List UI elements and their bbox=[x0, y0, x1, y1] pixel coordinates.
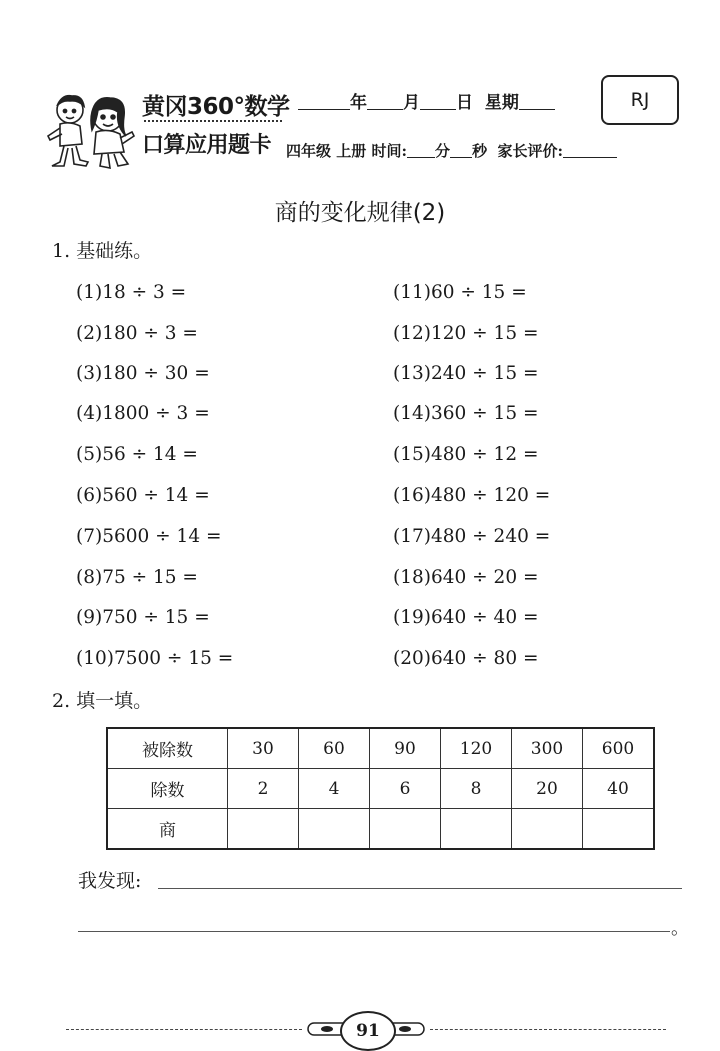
section1-heading: 1. 基础练。 bbox=[52, 240, 153, 262]
brand-divider bbox=[144, 120, 282, 122]
problem-9: (9)750 ÷ 15 = bbox=[76, 607, 210, 628]
table-cell: 4 bbox=[299, 769, 370, 809]
end-period: 。 bbox=[671, 918, 689, 939]
problem-8: (8)75 ÷ 15 = bbox=[76, 567, 198, 588]
discovery-label: 我发现: bbox=[78, 870, 142, 892]
table-cell: 120 bbox=[441, 728, 512, 769]
table-cell: 60 bbox=[299, 728, 370, 769]
problem-13: (13)240 ÷ 15 = bbox=[393, 363, 539, 384]
problem-17: (17)480 ÷ 240 = bbox=[393, 526, 551, 547]
table-row bbox=[107, 769, 654, 809]
problem-4: (4)1800 ÷ 3 = bbox=[76, 403, 210, 424]
problem-10: (10)7500 ÷ 15 = bbox=[76, 648, 234, 669]
row-label-quotient: 商 bbox=[107, 809, 228, 850]
date-fill-line bbox=[298, 88, 555, 113]
problem-7: (7)5600 ÷ 14 = bbox=[76, 526, 222, 547]
problem-20: (20)640 ÷ 80 = bbox=[393, 648, 539, 669]
time-label: 时间: bbox=[371, 142, 408, 160]
minutes-blank[interactable] bbox=[407, 141, 435, 158]
problem-11: (11)60 ÷ 15 = bbox=[393, 282, 527, 303]
page-number: 91 bbox=[340, 1011, 396, 1051]
day-blank[interactable] bbox=[420, 93, 456, 110]
problem-19: (19)640 ÷ 40 = bbox=[393, 607, 539, 628]
term-label: 上册 bbox=[336, 142, 367, 160]
footer-divider-right bbox=[430, 1029, 666, 1030]
problem-5: (5)56 ÷ 14 = bbox=[76, 444, 198, 465]
problem-16: (16)480 ÷ 120 = bbox=[393, 485, 551, 506]
problem-12: (12)120 ÷ 15 = bbox=[393, 323, 539, 344]
quotient-answer-cell[interactable] bbox=[228, 809, 299, 850]
discovery-answer-line-2[interactable] bbox=[78, 931, 670, 932]
problem-3: (3)180 ÷ 30 = bbox=[76, 363, 210, 384]
info-line bbox=[286, 140, 617, 161]
month-label: 月 bbox=[403, 93, 420, 113]
table-row bbox=[107, 728, 654, 769]
problem-1: (1)18 ÷ 3 = bbox=[76, 282, 187, 303]
worksheet-title: 商的变化规律(2) bbox=[274, 200, 446, 226]
parent-eval-label: 家长评价: bbox=[497, 142, 564, 160]
weekday-label: 星期 bbox=[484, 93, 519, 113]
table-cell: 40 bbox=[583, 769, 655, 809]
table-cell: 600 bbox=[583, 728, 655, 769]
table-row bbox=[107, 809, 654, 850]
problem-14: (14)360 ÷ 15 = bbox=[393, 403, 539, 424]
table-cell: 20 bbox=[512, 769, 583, 809]
table-cell: 90 bbox=[370, 728, 441, 769]
section2-heading: 2. 填一填。 bbox=[52, 690, 153, 712]
brand-subtitle: 口算应用题卡 bbox=[142, 133, 272, 158]
cartoon-kids-illustration bbox=[40, 86, 140, 172]
row-label-divisor: 除数 bbox=[107, 769, 228, 809]
year-label: 年 bbox=[350, 93, 367, 113]
second-label: 秒 bbox=[472, 142, 488, 160]
problem-6: (6)560 ÷ 14 = bbox=[76, 485, 210, 506]
footer-divider-left bbox=[66, 1029, 302, 1030]
table-cell: 8 bbox=[441, 769, 512, 809]
quotient-answer-cell[interactable] bbox=[370, 809, 441, 850]
table-cell: 300 bbox=[512, 728, 583, 769]
problem-2: (2)180 ÷ 3 = bbox=[76, 323, 198, 344]
seconds-blank[interactable] bbox=[450, 141, 472, 158]
quotient-answer-cell[interactable] bbox=[512, 809, 583, 850]
problem-15: (15)480 ÷ 12 = bbox=[393, 444, 539, 465]
discovery-answer-line[interactable] bbox=[158, 888, 682, 889]
edition-badge: RJ bbox=[601, 75, 679, 125]
quotient-answer-cell[interactable] bbox=[441, 809, 512, 850]
minute-label: 分 bbox=[435, 142, 451, 160]
quotient-answer-cell[interactable] bbox=[583, 809, 655, 850]
quotient-answer-cell[interactable] bbox=[299, 809, 370, 850]
grade-label: 四年级 bbox=[286, 142, 332, 160]
brand-title: 黄冈360°数学 bbox=[142, 94, 290, 120]
division-table bbox=[106, 727, 655, 850]
table-cell: 2 bbox=[228, 769, 299, 809]
year-blank[interactable] bbox=[298, 93, 350, 110]
parent-eval-blank[interactable] bbox=[563, 141, 617, 158]
table-cell: 6 bbox=[370, 769, 441, 809]
weekday-blank[interactable] bbox=[519, 93, 555, 110]
day-label: 日 bbox=[456, 93, 473, 113]
problem-18: (18)640 ÷ 20 = bbox=[393, 567, 539, 588]
row-label-dividend: 被除数 bbox=[107, 728, 228, 769]
table-cell: 30 bbox=[228, 728, 299, 769]
month-blank[interactable] bbox=[367, 93, 403, 110]
